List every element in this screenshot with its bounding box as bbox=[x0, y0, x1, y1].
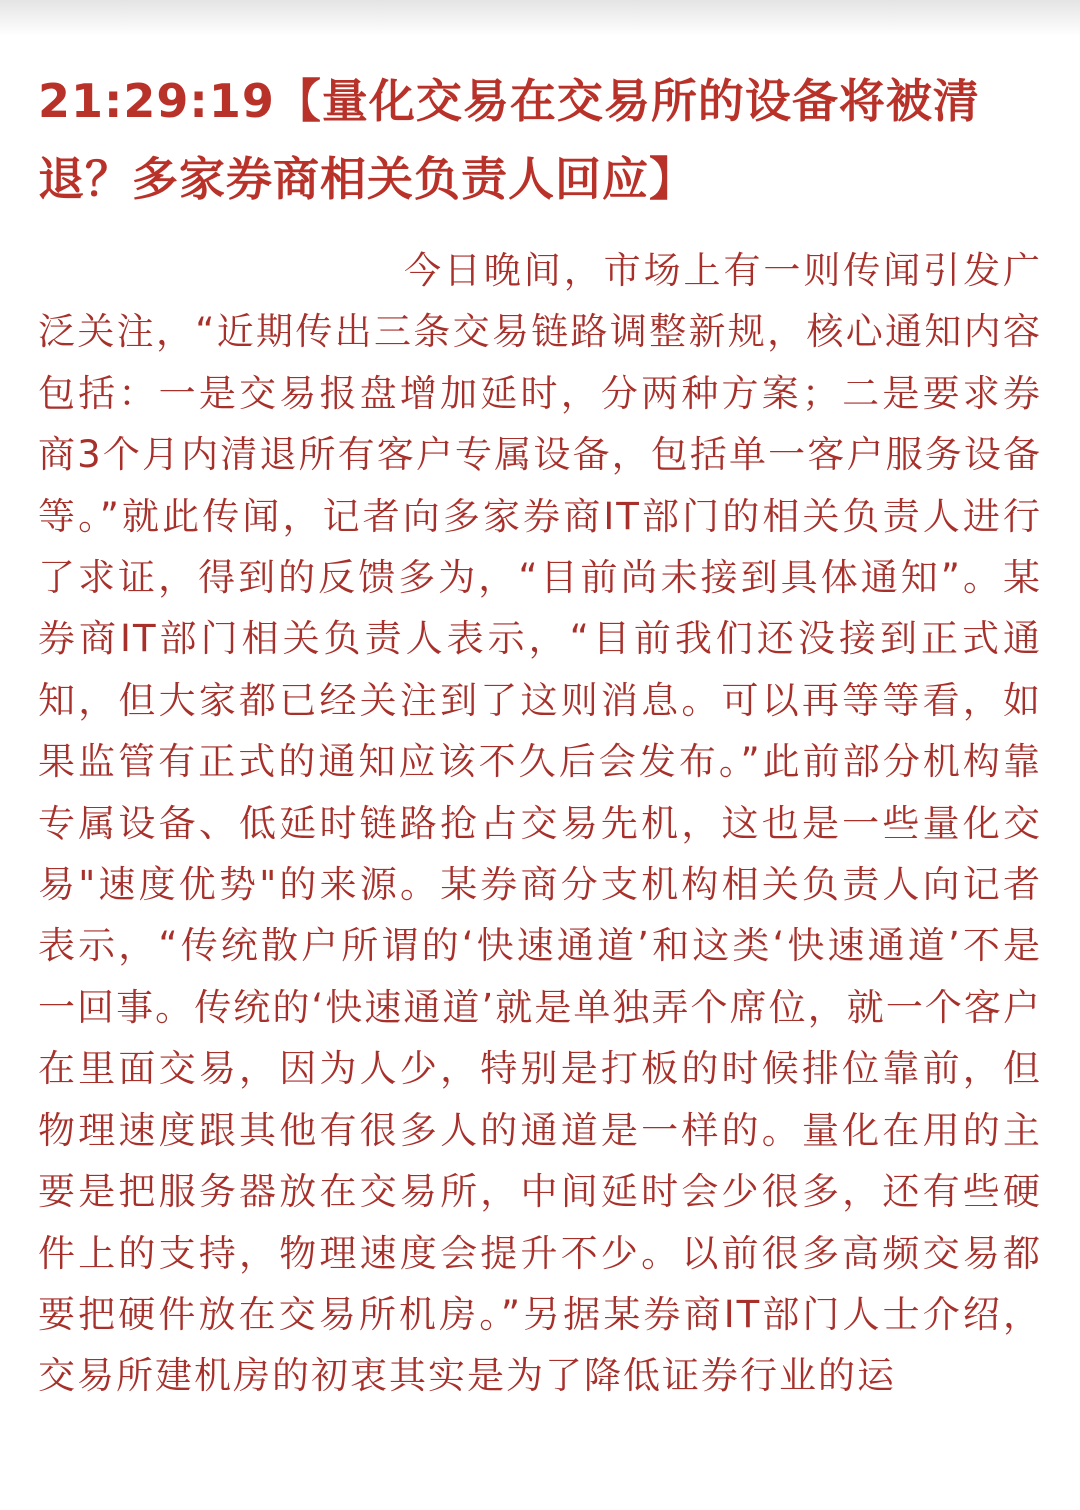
article-title: 【量化交易在交易所的设备将被清退？多家券商相关负责人回应】 bbox=[38, 74, 980, 206]
article-time: 21:29:19 bbox=[38, 74, 275, 128]
article-headline bbox=[38, 62, 1042, 218]
top-shadow bbox=[0, 0, 1080, 36]
news-article bbox=[38, 62, 1042, 1510]
article-body: 今日晚间，市场上有一则传闻引发广泛关注，“近期传出三条交易链路调整新规，核心通知内容包括：一是交易报盘增加延时，分两种方案；二是要求券商3个月内清退所有客户专属设备，包括单一客户服务设备等。”就此传闻，记者向多家券商IT部门的相关负责人进行了求证，得到的反馈多为，“目前尚未接到具体通知”。某券商IT部门相关负责人表示，“目前我们还没接到正式通知，但大家都已经关注到了这则消息。可以再等等看，如果监管有正式的通知应该不久后会发布。”此前部分机构靠专属设备、低延时链路抢占交易先机，这也是一些量化交易"速度优势"的来源。某券商分支机构相关负责人向记者表示，“传统散户所谓的‘快速通道’和这类‘快速通道’不是一回事。传统的‘快速通道’就是单独弄个席位，就一个客户在里面交易，因为人少，特别是打板的时候排位靠前，但物理速度跟其他有很多人的通道是一样的。量化在用的主要是把服务器放在交易所，中间延时会少很多，还有些硬件上的支持，物理速度会提升不少。以前很多高频交易都要把硬件放在交易所机房。”另据某券商IT部门人士介绍，交易所建机房的初衷其实是为了降低证券行业的运 bbox=[38, 249, 1042, 1398]
